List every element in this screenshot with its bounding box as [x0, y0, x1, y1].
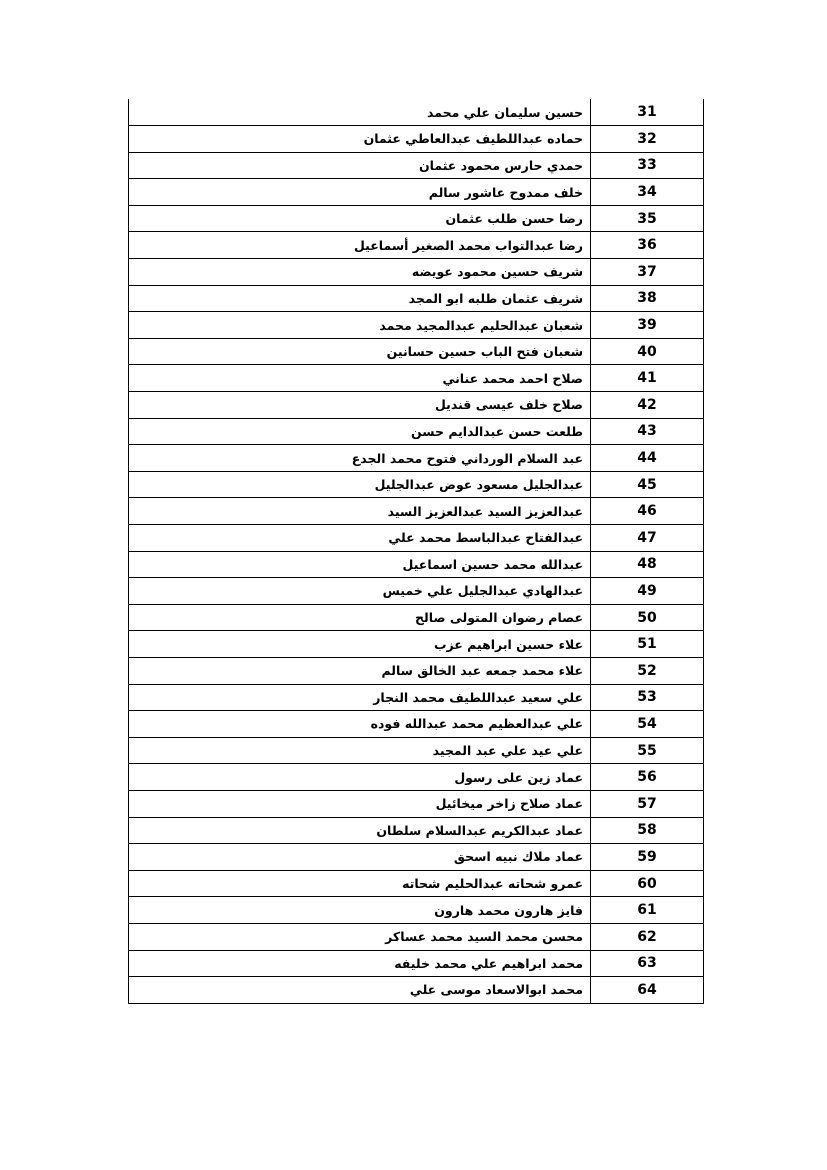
table-row [129, 737, 704, 764]
row-name: عماد ملاك نبيه اسحق [129, 844, 591, 871]
row-number: 48 [591, 551, 704, 578]
row-name: خلف ممدوح عاشور سالم [129, 179, 591, 206]
row-number: 64 [591, 977, 704, 1004]
row-number: 36 [591, 232, 704, 259]
row-name: صلاح احمد محمد عناني [129, 365, 591, 392]
row-number: 41 [591, 365, 704, 392]
table-row [129, 205, 704, 232]
row-number: 38 [591, 285, 704, 312]
row-name: عبدالهادي عبدالجليل علي خميس [129, 578, 591, 605]
row-number: 50 [591, 604, 704, 631]
row-number: 37 [591, 259, 704, 286]
table-row [129, 977, 704, 1004]
row-name: عمرو شحاته عبدالحليم شحاته [129, 870, 591, 897]
row-name: علاء حسين ابراهيم عزب [129, 631, 591, 658]
table-row [129, 817, 704, 844]
table-row [129, 471, 704, 498]
table-row [129, 338, 704, 365]
row-number: 60 [591, 870, 704, 897]
row-name: محمد ابراهيم علي محمد خليفه [129, 950, 591, 977]
table-row [129, 657, 704, 684]
row-name: عصام رضوان المتولى صالح [129, 604, 591, 631]
table-row [129, 631, 704, 658]
row-name: شريف حسين محمود عويضه [129, 259, 591, 286]
row-name: شعبان فتح الباب حسين حسانين [129, 338, 591, 365]
row-number: 61 [591, 897, 704, 924]
row-name: طلعت حسن عبدالدايم حسن [129, 418, 591, 445]
table-row [129, 578, 704, 605]
table-row [129, 923, 704, 950]
row-name: عبدالجليل مسعود عوض عبدالجليل [129, 471, 591, 498]
row-name: رضا حسن طلب عثمان [129, 205, 591, 232]
table-row [129, 950, 704, 977]
table-row [129, 604, 704, 631]
row-number: 56 [591, 764, 704, 791]
table-row [129, 365, 704, 392]
row-number: 34 [591, 179, 704, 206]
table-row [129, 870, 704, 897]
row-number: 45 [591, 471, 704, 498]
row-name: فايز هارون محمد هارون [129, 897, 591, 924]
row-name: عماد صلاح زاخر ميخائيل [129, 790, 591, 817]
table-row [129, 392, 704, 419]
row-number: 63 [591, 950, 704, 977]
row-name: حماده عبداللطيف عبدالعاطي عثمان [129, 126, 591, 153]
row-number: 31 [591, 99, 704, 126]
table-row [129, 418, 704, 445]
table-row [129, 126, 704, 153]
row-number: 54 [591, 711, 704, 738]
row-name: عبدالله محمد حسين اسماعيل [129, 551, 591, 578]
row-number: 40 [591, 338, 704, 365]
row-number: 53 [591, 684, 704, 711]
row-number: 49 [591, 578, 704, 605]
row-name: علي عيد علي عبد المجيد [129, 737, 591, 764]
row-number: 42 [591, 392, 704, 419]
row-name: علي سعيد عبداللطيف محمد النجار [129, 684, 591, 711]
row-number: 32 [591, 126, 704, 153]
row-name: رضا عبدالتواب محمد الصغير أسماعيل [129, 232, 591, 259]
row-number: 55 [591, 737, 704, 764]
row-number: 33 [591, 152, 704, 179]
row-number: 39 [591, 312, 704, 339]
row-name: محمد ابوالاسعاد موسى علي [129, 977, 591, 1004]
row-name: حسين سليمان علي محمد [129, 99, 591, 126]
row-name: شريف عثمان طلبه ابو المجد [129, 285, 591, 312]
row-number: 46 [591, 498, 704, 525]
table-row [129, 551, 704, 578]
row-name: علاء محمد جمعه عبد الخالق سالم [129, 657, 591, 684]
row-number: 58 [591, 817, 704, 844]
row-number: 43 [591, 418, 704, 445]
row-number: 47 [591, 525, 704, 552]
row-number: 35 [591, 205, 704, 232]
row-name: عبدالعزيز السيد عبدالعزيز السيد [129, 498, 591, 525]
table-row [129, 684, 704, 711]
row-name: علي عبدالعظيم محمد عبدالله فوده [129, 711, 591, 738]
table-row [129, 790, 704, 817]
row-number: 44 [591, 445, 704, 472]
table-row [129, 285, 704, 312]
row-name: عماد زين على رسول [129, 764, 591, 791]
table-row [129, 99, 704, 126]
table-row [129, 498, 704, 525]
row-number: 52 [591, 657, 704, 684]
table-row [129, 259, 704, 286]
table-row [129, 445, 704, 472]
table-row [129, 764, 704, 791]
row-name: صلاح خلف عيسى قنديل [129, 392, 591, 419]
table-row [129, 844, 704, 871]
table-row [129, 152, 704, 179]
row-name: عبد السلام الورداني فتوح محمد الجدع [129, 445, 591, 472]
row-number: 59 [591, 844, 704, 871]
names-table-body [129, 99, 704, 1003]
table-row [129, 711, 704, 738]
table-row [129, 179, 704, 206]
row-name: محسن محمد السيد محمد عساكر [129, 923, 591, 950]
row-name: عبدالفتاح عبدالباسط محمد علي [129, 525, 591, 552]
row-number: 62 [591, 923, 704, 950]
names-table [128, 99, 704, 1004]
table-row [129, 897, 704, 924]
table-row [129, 232, 704, 259]
row-number: 57 [591, 790, 704, 817]
row-number: 51 [591, 631, 704, 658]
row-name: شعبان عبدالحليم عبدالمجيد محمد [129, 312, 591, 339]
table-row [129, 525, 704, 552]
table-row [129, 312, 704, 339]
row-name: عماد عبدالكريم عبدالسلام سلطان [129, 817, 591, 844]
row-name: حمدي حارس محمود عثمان [129, 152, 591, 179]
